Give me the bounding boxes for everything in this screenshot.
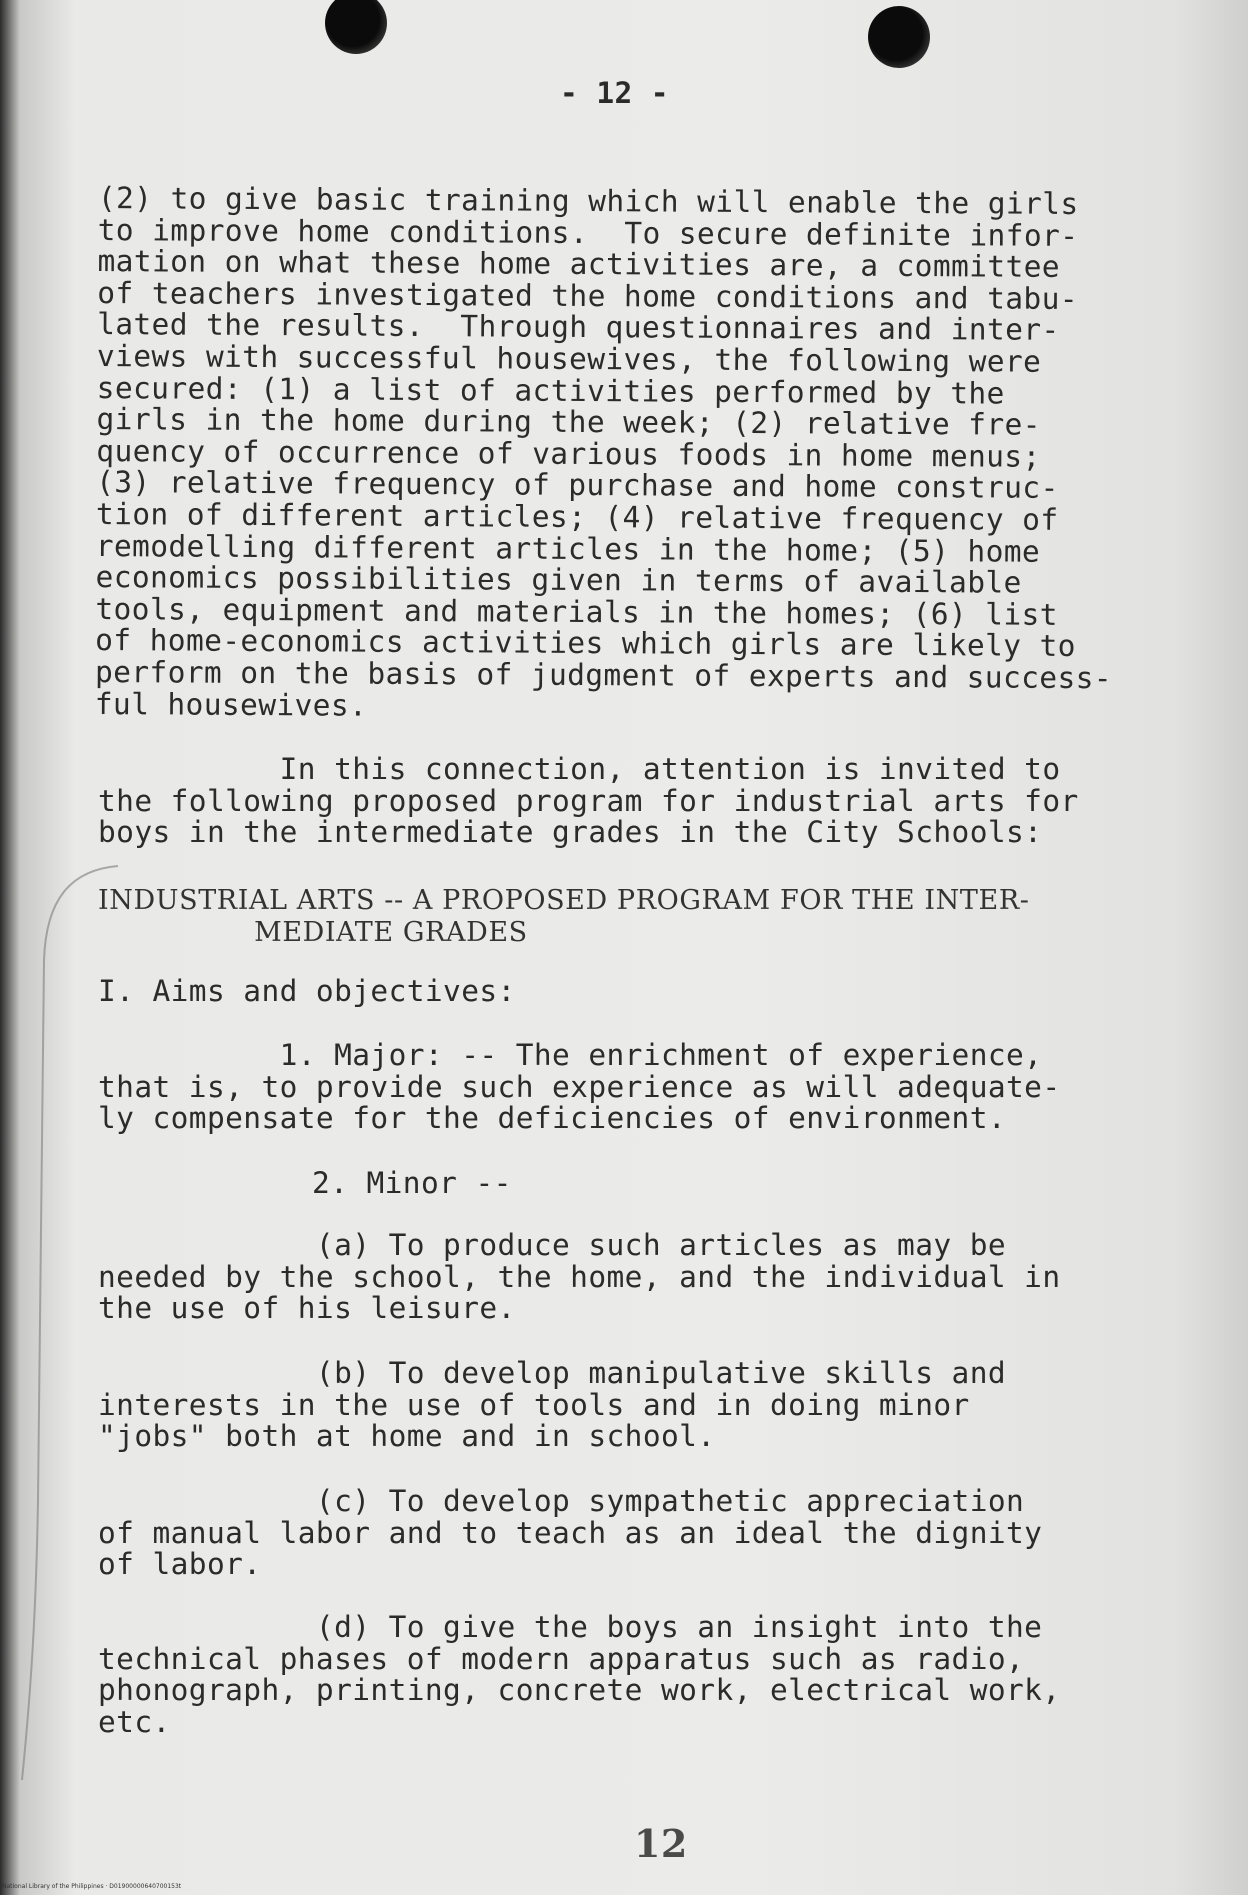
section-heading-aims: I. Aims and objectives: (98, 974, 516, 1008)
aim-minor-d: (d) To give the boys an insight into the technical phases of modern apparatus such as radio, phonograph, printing, concrete work, electrical work, etc. (98, 1610, 1061, 1739)
aim-minor-c: (c) To develop sympathetic appreciation of manual labor and to teach as an ideal the dignity of labor. (98, 1484, 1043, 1582)
aim-major: 1. Major: -- The enrichment of experience, that is, to provide such experience as will adequate- ly compensate for the deficiencies of environment. (98, 1038, 1061, 1136)
punch-hole-left (325, 0, 387, 54)
punch-hole-right (868, 6, 930, 68)
page-number-bottom: 12 (634, 1821, 688, 1866)
page-number-top: - 12 - (560, 76, 669, 110)
archive-footer-stamp: National Library of the Philippines · D01900000640700153t (2, 1883, 182, 1890)
aim-minor-heading: 2. Minor -- (312, 1166, 512, 1200)
aim-minor-b: (b) To develop manipulative skills and interests in the use of tools and in doing minor "jobs" both at home and in school. (98, 1356, 1007, 1454)
aim-minor-a: (a) To produce such articles as may be needed by the school, the home, and the individual in the use of his leisure. (98, 1228, 1061, 1326)
program-title: INDUSTRIAL ARTS -- A PROPOSED PROGRAM FOR THE INTER- MEDIATE GRADES (98, 885, 1030, 948)
paragraph-home-economics: (2) to give basic training which will enable the girls to improve home conditions. To secure definite infor- mation on what these home activities are, a committee of teachers investigated the home conditions and tabu- lated the results. Through questionnaires and inter- views with successful housewives, the following were secured: (1) a list of activities performed by the girls in the home during the week; (2) relative fre- quency of occurrence of various foods in home menus; (3) relative frequency of purchase and home construc- tion of different articles; (4) relative frequency of remodelling different articles in the home; (5) home economics possibilities given in terms of available tools, equipment and materials in the homes; (6) list of home-economics activities which girls are likely to perform on the basis of judgment of experts and success- ful housewives. (94, 181, 1113, 723)
paragraph-program-intro: In this connection, attention is invited to the following proposed program for industrial arts for boys in the intermediate grades in the City Schools: (98, 752, 1079, 850)
